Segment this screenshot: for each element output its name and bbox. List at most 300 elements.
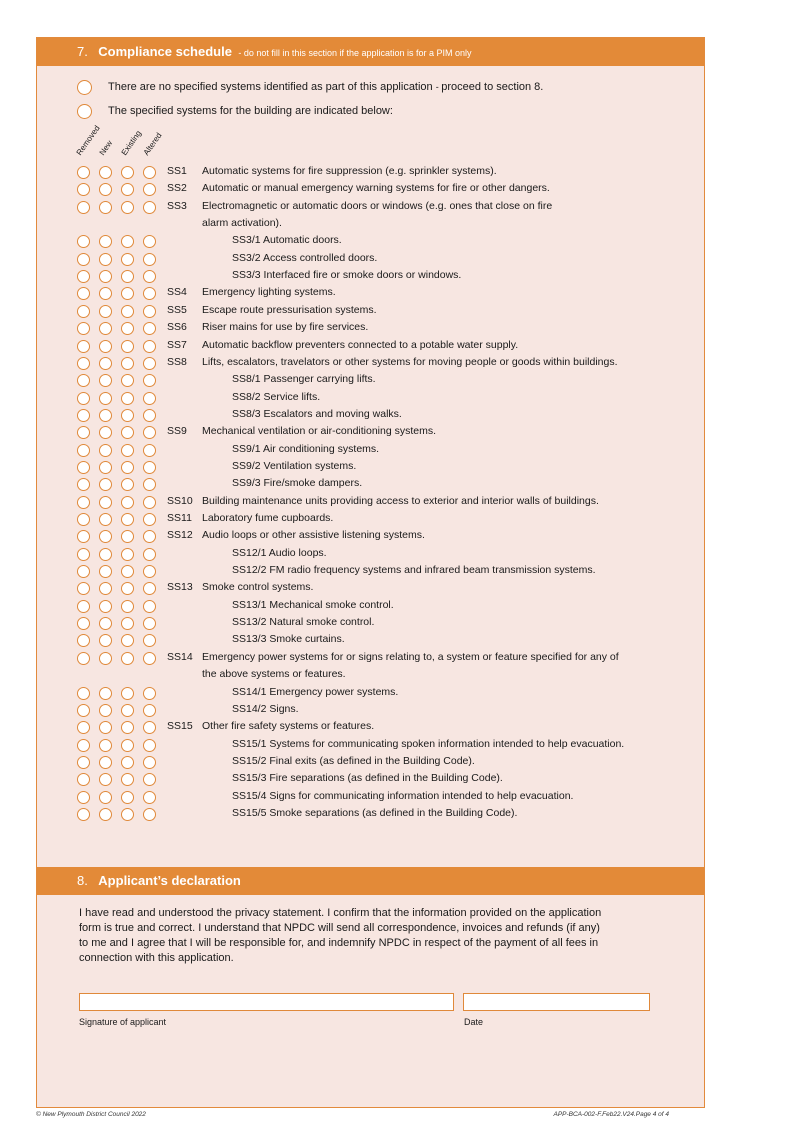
subsystem-description: SS12/1 Audio loops. — [232, 546, 327, 559]
radio-existing[interactable] — [121, 600, 134, 613]
option-no-specified-systems[interactable] — [77, 78, 543, 96]
radio-new[interactable] — [99, 808, 112, 821]
radio-group — [77, 496, 165, 509]
radio-group — [77, 305, 165, 318]
radio-removed[interactable] — [77, 461, 90, 474]
radio-altered[interactable] — [143, 322, 156, 335]
radio-existing[interactable] — [121, 166, 134, 179]
radio-removed[interactable] — [77, 634, 90, 647]
table-row — [77, 771, 697, 788]
system-description: Riser mains for use by fire services. — [202, 321, 369, 334]
radio-new[interactable] — [99, 756, 112, 769]
table-row — [77, 216, 697, 233]
radio-removed[interactable] — [77, 287, 90, 300]
radio-removed[interactable] — [77, 530, 90, 543]
radio-new[interactable] — [99, 444, 112, 457]
radio-group — [77, 235, 165, 248]
system-code: SS4 — [167, 286, 187, 299]
radio-new[interactable] — [99, 791, 112, 804]
table-row — [77, 806, 697, 823]
radio-removed[interactable] — [77, 409, 90, 422]
radio-altered[interactable] — [143, 478, 156, 491]
form-page — [36, 37, 705, 1108]
table-row — [77, 511, 697, 528]
subsystem-description: SS12/2 FM radio frequency systems and infrared beam transmission systems. — [232, 564, 596, 577]
radio-removed[interactable] — [77, 582, 90, 595]
radio-existing[interactable] — [121, 513, 134, 526]
table-row — [77, 442, 697, 459]
radio-existing[interactable] — [121, 756, 134, 769]
radio-group — [77, 287, 165, 300]
system-code: SS12 — [167, 529, 193, 542]
radio-existing[interactable] — [121, 461, 134, 474]
radio-group — [77, 409, 165, 422]
table-row — [77, 372, 697, 389]
radio-group — [77, 652, 165, 665]
table-row — [77, 789, 697, 806]
radio-new[interactable] — [99, 426, 112, 439]
radio-existing[interactable] — [121, 773, 134, 786]
date-label: Date — [464, 1017, 484, 1027]
radio-removed[interactable] — [77, 808, 90, 821]
radio-removed[interactable] — [77, 756, 90, 769]
radio-new[interactable] — [99, 704, 112, 717]
radio-removed[interactable] — [77, 791, 90, 804]
radio-altered[interactable] — [143, 183, 156, 196]
radio-existing[interactable] — [121, 496, 134, 509]
system-code: SS7 — [167, 338, 187, 351]
table-row — [77, 528, 697, 545]
footer-copyright: © New Plymouth District Council 2022 — [36, 1111, 146, 1118]
table-row — [77, 667, 697, 684]
section-8-header — [37, 867, 704, 895]
table-row — [77, 737, 697, 754]
radio-group — [77, 704, 165, 717]
radio-removed[interactable] — [77, 444, 90, 457]
radio-new[interactable] — [99, 582, 112, 595]
table-row — [77, 563, 697, 580]
system-description: alarm activation). — [202, 217, 282, 230]
system-description: Automatic or manual emergency warning systems for fire or other dangers. — [202, 182, 550, 195]
system-description: Smoke control systems. — [202, 581, 314, 594]
radio-removed[interactable] — [77, 721, 90, 734]
declaration-line: I have read and understood the privacy statement. I confirm that the information provided on the application — [79, 907, 602, 919]
radio-altered[interactable] — [143, 721, 156, 734]
table-row — [77, 685, 697, 702]
radio-removed[interactable] — [77, 305, 90, 318]
subsystem-description: SS15/3 Fire separations (as defined in the Building Code). — [232, 772, 503, 785]
radio-button[interactable] — [77, 80, 92, 95]
table-row — [77, 615, 697, 632]
radio-new[interactable] — [99, 409, 112, 422]
table-row — [77, 598, 697, 615]
radio-button[interactable] — [77, 104, 92, 119]
table-row — [77, 164, 697, 181]
radio-new[interactable] — [99, 652, 112, 665]
table-row — [77, 303, 697, 320]
date-field[interactable] — [463, 993, 650, 1011]
radio-group — [77, 183, 165, 196]
radio-existing[interactable] — [121, 357, 134, 370]
radio-existing[interactable] — [121, 548, 134, 561]
table-row — [77, 251, 697, 268]
radio-group — [77, 791, 165, 804]
radio-new[interactable] — [99, 357, 112, 370]
radio-altered[interactable] — [143, 756, 156, 769]
table-row — [77, 355, 697, 372]
system-description: Lifts, escalators, travelators or other systems for moving people or goods within buildings. — [202, 355, 618, 368]
radio-group — [77, 773, 165, 786]
radio-removed[interactable] — [77, 166, 90, 179]
system-code: SS9 — [167, 425, 187, 438]
table-row — [77, 390, 697, 407]
radio-altered[interactable] — [143, 617, 156, 630]
radio-altered[interactable] — [143, 287, 156, 300]
radio-altered[interactable] — [143, 773, 156, 786]
radio-removed[interactable] — [77, 513, 90, 526]
radio-existing[interactable] — [121, 530, 134, 543]
radio-group — [77, 808, 165, 821]
system-code: SS10 — [167, 494, 193, 507]
radio-existing[interactable] — [121, 392, 134, 405]
radio-group — [77, 201, 165, 214]
radio-altered[interactable] — [143, 235, 156, 248]
radio-new[interactable] — [99, 183, 112, 196]
radio-existing[interactable] — [121, 270, 134, 283]
table-row — [77, 233, 697, 250]
radio-altered[interactable] — [143, 166, 156, 179]
table-row — [77, 632, 697, 649]
table-row — [77, 459, 697, 476]
section-7-header — [37, 38, 704, 66]
radio-removed[interactable] — [77, 253, 90, 266]
declaration-line: to me and I agree that I will be responsible for, and indemnify NPDC in respect of the payment of all fees in — [79, 937, 599, 949]
radio-altered[interactable] — [143, 652, 156, 665]
table-row — [77, 546, 697, 563]
radio-removed[interactable] — [77, 201, 90, 214]
table-row — [77, 338, 697, 355]
radio-existing[interactable] — [121, 322, 134, 335]
radio-new[interactable] — [99, 739, 112, 752]
radio-existing[interactable] — [121, 305, 134, 318]
radio-group — [77, 565, 165, 578]
radio-removed[interactable] — [77, 617, 90, 630]
radio-existing[interactable] — [121, 444, 134, 457]
radio-altered[interactable] — [143, 426, 156, 439]
radio-altered[interactable] — [143, 340, 156, 353]
table-row — [77, 181, 697, 198]
radio-altered[interactable] — [143, 270, 156, 283]
radio-altered[interactable] — [143, 513, 156, 526]
radio-removed[interactable] — [77, 392, 90, 405]
table-row — [77, 476, 697, 493]
radio-existing[interactable] — [121, 808, 134, 821]
signature-label: Signature of applicant — [79, 1017, 167, 1027]
radio-new[interactable] — [99, 617, 112, 630]
system-code: SS5 — [167, 303, 187, 316]
radio-group — [77, 478, 165, 491]
footer-document-code: APP-BCA-002-F.Feb22.V24.Page 4 of 4 — [553, 1111, 669, 1118]
radio-group — [77, 582, 165, 595]
radio-removed[interactable] — [77, 340, 90, 353]
section-number: 7. — [77, 44, 88, 59]
table-row — [77, 407, 697, 424]
system-code: SS8 — [167, 355, 187, 368]
radio-new[interactable] — [99, 235, 112, 248]
table-row — [77, 424, 697, 441]
column-header-new: New — [97, 138, 115, 157]
radio-altered[interactable] — [143, 357, 156, 370]
radio-altered[interactable] — [143, 704, 156, 717]
radio-altered[interactable] — [143, 409, 156, 422]
radio-existing[interactable] — [121, 634, 134, 647]
radio-group — [77, 600, 165, 613]
radio-altered[interactable] — [143, 392, 156, 405]
radio-altered[interactable] — [143, 582, 156, 595]
radio-removed[interactable] — [77, 600, 90, 613]
radio-new[interactable] — [99, 340, 112, 353]
radio-group — [77, 461, 165, 474]
radio-altered[interactable] — [143, 739, 156, 752]
table-row — [77, 285, 697, 302]
radio-new[interactable] — [99, 305, 112, 318]
radio-group — [77, 617, 165, 630]
system-description: Mechanical ventilation or air-conditioning systems. — [202, 425, 437, 438]
radio-removed[interactable] — [77, 773, 90, 786]
radio-new[interactable] — [99, 287, 112, 300]
table-row — [77, 754, 697, 771]
table-row — [77, 199, 697, 216]
radio-new[interactable] — [99, 496, 112, 509]
signature-field[interactable] — [79, 993, 454, 1011]
radio-new[interactable] — [99, 166, 112, 179]
radio-altered[interactable] — [143, 444, 156, 457]
radio-existing[interactable] — [121, 426, 134, 439]
option-text: The specified systems for the building are indicated below: — [108, 105, 393, 117]
table-row — [77, 650, 697, 667]
system-code: SS1 — [167, 165, 187, 177]
section-title: Applicant’s declaration — [98, 873, 241, 888]
table-row — [77, 580, 697, 597]
subsystem-description: SS8/3 Escalators and moving walks. — [232, 407, 402, 420]
subsystem-description: SS3/1 Automatic doors. — [232, 234, 342, 247]
radio-new[interactable] — [99, 322, 112, 335]
subsystem-description: SS15/2 Final exits (as defined in the Building Code). — [232, 754, 475, 767]
radio-group — [77, 444, 165, 457]
radio-new[interactable] — [99, 687, 112, 700]
radio-group — [77, 513, 165, 526]
subsystem-description: SS8/1 Passenger carrying lifts. — [232, 373, 376, 386]
subsystem-description: SS15/4 Signs for communicating information intended to help evacuation. — [232, 789, 574, 802]
subsystem-description: SS9/1 Air conditioning systems. — [232, 442, 380, 455]
subsystem-description: SS9/3 Fire/smoke dampers. — [232, 477, 363, 490]
system-description: Electromagnetic or automatic doors or windows (e.g. ones that close on fire — [202, 199, 553, 212]
radio-existing[interactable] — [121, 183, 134, 196]
radio-new[interactable] — [99, 600, 112, 613]
radio-new[interactable] — [99, 374, 112, 387]
system-code: SS13 — [167, 581, 193, 594]
section-note: - do not fill in this section if the application is for a PIM only — [238, 48, 472, 58]
option-text-2: proceed to section 8. — [441, 81, 544, 93]
radio-removed[interactable] — [77, 478, 90, 491]
radio-altered[interactable] — [143, 634, 156, 647]
radio-new[interactable] — [99, 253, 112, 266]
radio-group — [77, 374, 165, 387]
radio-removed[interactable] — [77, 357, 90, 370]
subsystem-description: SS13/2 Natural smoke control. — [232, 616, 375, 629]
radio-altered[interactable] — [143, 600, 156, 613]
radio-existing[interactable] — [121, 201, 134, 214]
radio-new[interactable] — [99, 513, 112, 526]
system-code: SS15 — [167, 720, 193, 733]
table-row — [77, 494, 697, 511]
radio-group — [77, 721, 165, 734]
radio-existing[interactable] — [121, 478, 134, 491]
radio-new[interactable] — [99, 773, 112, 786]
radio-new[interactable] — [99, 270, 112, 283]
system-description: Escape route pressurisation systems. — [202, 303, 377, 316]
radio-existing[interactable] — [121, 739, 134, 752]
system-description: Building maintenance units providing access to exterior and interior walls of buildings. — [202, 494, 599, 507]
radio-removed[interactable] — [77, 565, 90, 578]
radio-altered[interactable] — [143, 461, 156, 474]
radio-removed[interactable] — [77, 496, 90, 509]
radio-removed[interactable] — [77, 322, 90, 335]
subsystem-description: SS3/3 Interfaced fire or smoke doors or windows. — [232, 269, 462, 282]
radio-new[interactable] — [99, 721, 112, 734]
option-specified-systems[interactable] — [77, 102, 393, 120]
declaration-line: form is true and correct. I understand that NPDC will send all correspondence, invoices and refunds (if any) — [79, 922, 600, 934]
radio-existing[interactable] — [121, 409, 134, 422]
table-row — [77, 702, 697, 719]
radio-removed[interactable] — [77, 426, 90, 439]
radio-existing[interactable] — [121, 565, 134, 578]
radio-existing[interactable] — [121, 687, 134, 700]
subsystem-description: SS15/1 Systems for communicating spoken information intended to help evacuation. — [232, 737, 625, 750]
radio-altered[interactable] — [143, 253, 156, 266]
system-description: the above systems or features. — [202, 668, 346, 681]
radio-group — [77, 530, 165, 543]
system-code: SS2 — [167, 182, 187, 195]
declaration-line: connection with this application. — [79, 952, 234, 964]
radio-altered[interactable] — [143, 548, 156, 561]
subsystem-description: SS8/2 Service lifts. — [232, 390, 321, 403]
radio-existing[interactable] — [121, 253, 134, 266]
system-code: SS3 — [167, 199, 187, 212]
system-code: SS11 — [167, 512, 192, 524]
radio-group — [77, 687, 165, 700]
radio-existing[interactable] — [121, 374, 134, 387]
system-description: Automatic backflow preventers connected to a potable water supply. — [202, 338, 519, 351]
radio-altered[interactable] — [143, 374, 156, 387]
subsystem-description: SS14/2 Signs. — [232, 702, 299, 715]
radio-altered[interactable] — [143, 496, 156, 509]
radio-existing[interactable] — [121, 235, 134, 248]
radio-altered[interactable] — [143, 565, 156, 578]
section-title: Compliance schedule — [98, 44, 232, 59]
radio-existing[interactable] — [121, 287, 134, 300]
radio-altered[interactable] — [143, 687, 156, 700]
radio-altered[interactable] — [143, 201, 156, 214]
subsystem-description: SS15/5 Smoke separations (as defined in the Building Code). — [232, 806, 518, 819]
radio-group — [77, 392, 165, 405]
radio-removed[interactable] — [77, 374, 90, 387]
radio-new[interactable] — [99, 530, 112, 543]
radio-existing[interactable] — [121, 652, 134, 665]
radio-removed[interactable] — [77, 235, 90, 248]
radio-group — [77, 548, 165, 561]
radio-group — [77, 357, 165, 370]
radio-new[interactable] — [99, 201, 112, 214]
table-row — [77, 320, 697, 337]
radio-removed[interactable] — [77, 548, 90, 561]
radio-new[interactable] — [99, 392, 112, 405]
subsystem-description: SS13/3 Smoke curtains. — [232, 633, 345, 646]
system-code: SS14 — [167, 650, 193, 663]
radio-group — [77, 322, 165, 335]
radio-removed[interactable] — [77, 270, 90, 283]
radio-existing[interactable] — [121, 791, 134, 804]
radio-removed[interactable] — [77, 183, 90, 196]
radio-altered[interactable] — [143, 808, 156, 821]
system-description: Laboratory fume cupboards. — [202, 512, 334, 524]
column-header-existing: Existing — [119, 128, 144, 157]
option-dash: - — [435, 82, 442, 92]
radio-removed[interactable] — [77, 652, 90, 665]
radio-existing[interactable] — [121, 617, 134, 630]
radio-altered[interactable] — [143, 530, 156, 543]
system-description: Emergency lighting systems. — [202, 286, 336, 299]
system-code: SS6 — [167, 321, 187, 334]
radio-removed[interactable] — [77, 687, 90, 700]
radio-new[interactable] — [99, 478, 112, 491]
radio-new[interactable] — [99, 565, 112, 578]
column-header-altered: Altered — [141, 131, 164, 157]
radio-group — [77, 634, 165, 647]
radio-altered[interactable] — [143, 791, 156, 804]
radio-new[interactable] — [99, 634, 112, 647]
column-header-removed: Removed — [74, 123, 102, 157]
table-row — [77, 268, 697, 285]
subsystem-description: SS9/2 Ventilation systems. — [232, 459, 357, 472]
radio-existing[interactable] — [121, 721, 134, 734]
system-description: Automatic systems for fire suppression (e.g. sprinkler systems). — [202, 165, 497, 177]
radio-group — [77, 253, 165, 266]
radio-new[interactable] — [99, 461, 112, 474]
subsystem-description: SS13/1 Mechanical smoke control. — [232, 598, 394, 611]
radio-altered[interactable] — [143, 305, 156, 318]
radio-group — [77, 270, 165, 283]
radio-existing[interactable] — [121, 704, 134, 717]
radio-new[interactable] — [99, 548, 112, 561]
radio-group — [77, 756, 165, 769]
radio-group — [77, 426, 165, 439]
radio-existing[interactable] — [121, 582, 134, 595]
section-number: 8. — [77, 873, 88, 888]
subsystem-description: SS3/2 Access controlled doors. — [232, 251, 378, 264]
subsystem-description: SS14/1 Emergency power systems. — [232, 685, 399, 698]
radio-group — [77, 340, 165, 353]
option-text: There are no specified systems identified as part of this application — [108, 81, 433, 93]
declaration-text — [79, 906, 639, 966]
radio-group — [77, 739, 165, 752]
radio-existing[interactable] — [121, 340, 134, 353]
system-description: Emergency power systems for or signs relating to, a system or feature specified for any of — [202, 650, 619, 663]
table-row — [77, 719, 697, 736]
radio-removed[interactable] — [77, 704, 90, 717]
radio-removed[interactable] — [77, 739, 90, 752]
radio-group — [77, 166, 165, 179]
